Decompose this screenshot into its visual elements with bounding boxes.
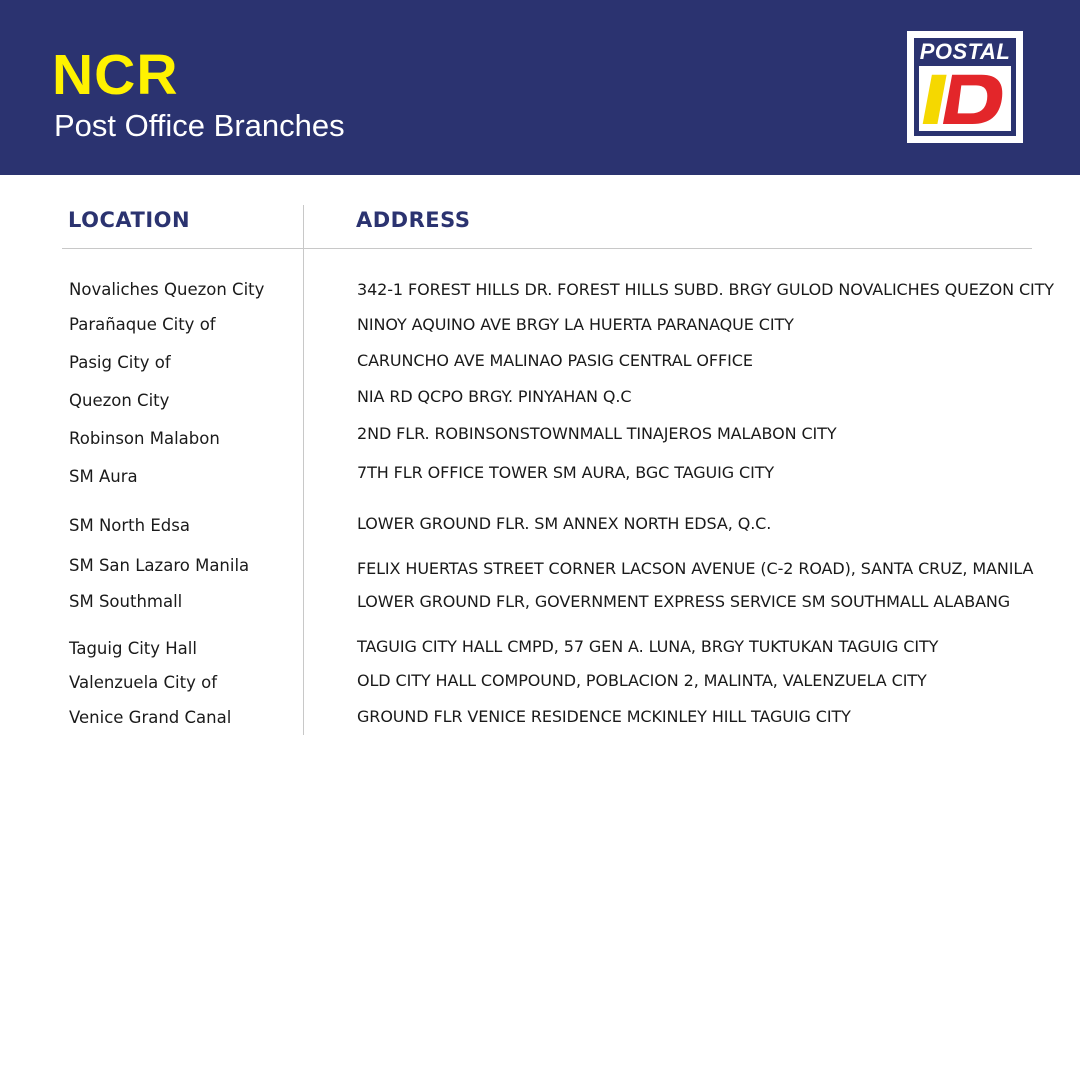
table-row-location: SM Southmall — [69, 592, 183, 611]
table-row-address: 342-1 FOREST HILLS DR. FOREST HILLS SUBD. BRGY GULOD NOVALICHES QUEZON CITY — [357, 280, 1054, 299]
table-row-address: 7TH FLR OFFICE TOWER SM AURA, BGC TAGUIG CITY — [357, 463, 775, 482]
id-glyph-icon — [919, 66, 1011, 131]
table-row-location: SM San Lazaro Manila — [69, 556, 250, 575]
column-header-address: ADDRESS — [356, 208, 471, 232]
table-row-location: Venice Grand Canal — [69, 708, 232, 727]
header-banner — [0, 0, 1080, 175]
table-row-location: Taguig City Hall — [69, 639, 197, 658]
table-row-address: NINOY AQUINO AVE BRGY LA HUERTA PARANAQUE CITY — [357, 315, 794, 334]
table-row-address: NIA RD QCPO BRGY. PINYAHAN Q.C — [357, 387, 632, 406]
postal-id-logo — [907, 31, 1023, 143]
table-row-location: Pasig City of — [69, 353, 171, 372]
table-row-location: SM Aura — [69, 467, 138, 486]
table-row-address: FELIX HUERTAS STREET CORNER LACSON AVENUE (C-2 ROAD), SANTA CRUZ, MANILA — [357, 559, 1034, 578]
column-header-location: LOCATION — [68, 208, 191, 232]
table-row-address: GROUND FLR VENICE RESIDENCE MCKINLEY HILL TAGUIG CITY — [357, 707, 851, 726]
table-row-location: Valenzuela City of — [69, 673, 218, 692]
table-row-location: Novaliches Quezon City — [69, 280, 265, 299]
table-row-address: LOWER GROUND FLR, GOVERNMENT EXPRESS SERVICE SM SOUTHMALL ALABANG — [357, 592, 1011, 611]
region-title: NCR — [52, 43, 179, 107]
table-row-address: OLD CITY HALL COMPOUND, POBLACION 2, MALINTA, VALENZUELA CITY — [357, 671, 927, 690]
table-row-location: Parañaque City of — [69, 315, 216, 334]
table-row-location: Quezon City — [69, 391, 170, 410]
logo-background — [914, 38, 1016, 136]
table-row-location: Robinson Malabon — [69, 429, 220, 448]
table-row-address: LOWER GROUND FLR. SM ANNEX NORTH EDSA, Q.C. — [357, 514, 772, 533]
column-divider — [303, 205, 304, 735]
logo-wordmark: POSTAL — [919, 39, 1011, 64]
table-row-location: SM North Edsa — [69, 516, 190, 535]
page-subtitle: Post Office Branches — [54, 108, 345, 143]
header-divider — [62, 248, 1032, 249]
table-row-address: CARUNCHO AVE MALINAO PASIG CENTRAL OFFICE — [357, 351, 753, 370]
table-row-address: TAGUIG CITY HALL CMPD, 57 GEN A. LUNA, BRGY TUKTUKAN TAGUIG CITY — [357, 637, 939, 656]
logo-id-mark — [919, 66, 1011, 131]
table-row-address: 2ND FLR. ROBINSONSTOWNMALL TINAJEROS MALABON CITY — [357, 424, 837, 443]
